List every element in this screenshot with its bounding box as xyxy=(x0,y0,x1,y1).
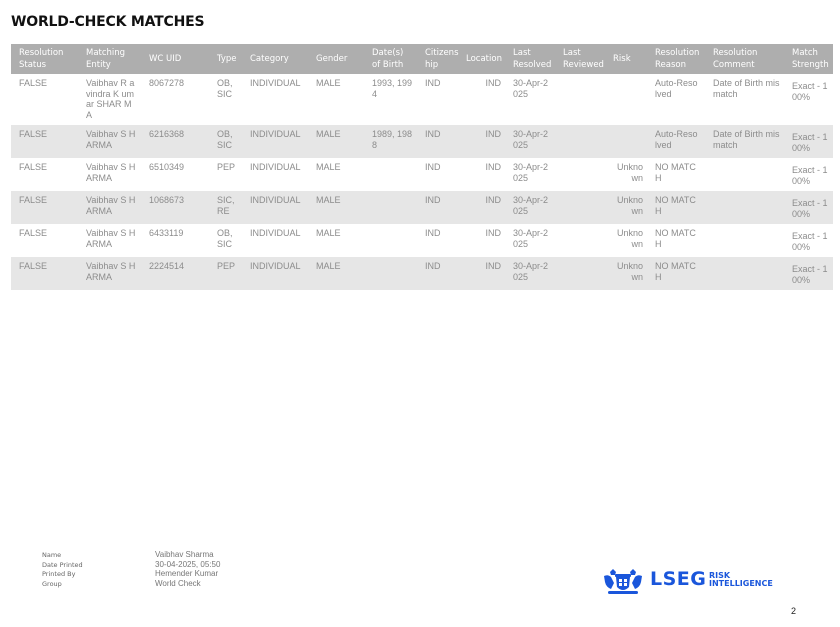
cell-wc-uid: 2224514 xyxy=(141,257,209,290)
cell-category: INDIVIDUAL xyxy=(242,257,308,290)
cell-resolution-reason: NO MATCH xyxy=(647,191,705,224)
header-location: Location xyxy=(458,44,505,74)
value-date-printed: 30-04-2025, 05:50 xyxy=(155,559,221,569)
cell-last-reviewed xyxy=(555,257,605,290)
cell-risk: Unknown xyxy=(605,257,647,290)
cell-citizenship: IND xyxy=(425,162,441,172)
cell-resolution-reason: NO MATCH xyxy=(647,257,705,290)
lseg-logo xyxy=(602,567,782,597)
cell-dates-of-birth xyxy=(364,158,417,191)
cell-category: INDIVIDUAL xyxy=(250,228,301,238)
cell-dates-of-birth xyxy=(364,191,417,224)
cell-match-strength: Exact - 100% xyxy=(784,125,833,158)
cell-match-strength: Exact - 100% xyxy=(792,165,828,186)
cell-resolution-status: FALSE xyxy=(19,162,48,172)
crest-icon xyxy=(602,567,644,597)
cell-citizenship: IND xyxy=(417,191,458,224)
cell-wc-uid: 6510349 xyxy=(149,162,185,172)
cell-dates-of-birth: 1993, 1994 xyxy=(372,78,413,99)
cell-citizenship: IND xyxy=(425,228,441,238)
cell-last-reviewed xyxy=(555,191,605,224)
table-header-row xyxy=(11,44,833,74)
cell-last-resolved: 30-Apr-2025 xyxy=(505,257,555,290)
cell-location: IND xyxy=(458,125,505,158)
cell-risk xyxy=(605,125,647,158)
cell-type: OB, SIC xyxy=(217,228,233,249)
cell-last-resolved: 30-Apr-2025 xyxy=(505,191,555,224)
label-date-printed: Date Printed xyxy=(42,560,83,569)
cell-resolution-reason: NO MATCH xyxy=(655,162,696,183)
cell-matching-entity: Vaibhav S HARMA xyxy=(78,125,141,158)
logo-brand-text: LSEG xyxy=(650,568,707,590)
table-row xyxy=(11,125,833,158)
header-resolution-reason: Resolution Reason xyxy=(647,44,705,74)
cell-match-strength: Exact - 100% xyxy=(784,257,833,290)
cell-resolution-status: FALSE xyxy=(19,78,48,88)
cell-risk: Unknown xyxy=(616,228,643,249)
cell-last-resolved: 30-Apr-2025 xyxy=(513,228,549,249)
label-printed-by: Printed By xyxy=(42,570,76,578)
header-last-reviewed: Last Reviewed xyxy=(555,44,605,74)
cell-resolution-status: FALSE xyxy=(11,257,78,290)
cell-resolution-comment: Date of Birth mismatch xyxy=(705,125,784,158)
header-resolution-status: Resolution Status xyxy=(11,44,78,74)
header-wc-uid: WC UID xyxy=(141,44,209,74)
cell-resolution-reason: Auto-Reso lved xyxy=(647,125,705,158)
cell-type: PEP xyxy=(209,257,242,290)
cell-resolution-status: FALSE xyxy=(19,228,48,238)
cell-wc-uid: 6216368 xyxy=(141,125,209,158)
value-name: Vaibhav Sharma xyxy=(155,550,214,559)
cell-location: IND xyxy=(458,257,505,290)
cell-type: PEP xyxy=(217,162,236,172)
cell-location: IND xyxy=(458,191,505,224)
cell-resolution-status: FALSE xyxy=(11,125,78,158)
header-dates-of-birth: Date(s) of Birth xyxy=(364,44,417,74)
cell-last-resolved: 30-Apr-2025 xyxy=(505,125,555,158)
logo-subtitle-line-2: INTELLIGENCE xyxy=(709,579,773,588)
header-gender: Gender xyxy=(308,44,364,74)
value-printed-by: Hemender Kumar xyxy=(155,569,219,578)
logo-subtitle xyxy=(709,572,773,588)
cell-location: IND xyxy=(485,162,501,172)
cell-gender: MALE xyxy=(316,228,341,238)
cell-category: INDIVIDUAL xyxy=(242,125,308,158)
cell-matching-entity: Vaibhav S HARMA xyxy=(86,162,136,183)
cell-match-strength: Exact - 100% xyxy=(792,231,828,252)
cell-matching-entity: Vaibhav R avindra K umar SHAR MA xyxy=(86,78,135,120)
cell-matching-entity: Vaibhav S HARMA xyxy=(78,191,141,224)
cell-wc-uid: 8067278 xyxy=(149,78,185,88)
header-last-resolved: Last Resolved xyxy=(505,44,555,74)
cell-resolution-reason: Auto-Reso lved xyxy=(655,78,698,99)
header-resolution-comment: Resolution Comment xyxy=(705,44,784,74)
cell-matching-entity: Vaibhav S HARMA xyxy=(78,257,141,290)
cell-wc-uid: 1068673 xyxy=(141,191,209,224)
cell-dates-of-birth xyxy=(364,257,417,290)
world-check-matches-table xyxy=(11,44,833,290)
cell-resolution-reason: NO MATCH xyxy=(655,228,696,249)
cell-citizenship: IND xyxy=(417,257,458,290)
cell-last-resolved: 30-Apr-2025 xyxy=(513,162,549,183)
page-number: 2 xyxy=(790,606,796,616)
cell-category: INDIVIDUAL xyxy=(250,162,301,172)
cell-risk xyxy=(605,74,647,125)
cell-gender: MALE xyxy=(308,191,364,224)
cell-match-strength: Exact - 100% xyxy=(784,191,833,224)
cell-citizenship: IND xyxy=(417,125,458,158)
cell-resolution-comment xyxy=(705,257,784,290)
cell-last-reviewed xyxy=(555,158,605,191)
cell-dates-of-birth xyxy=(364,224,417,257)
table-row xyxy=(11,158,833,191)
cell-matching-entity: Vaibhav S HARMA xyxy=(86,228,136,249)
page-title: WORLD-CHECK MATCHES xyxy=(11,14,205,30)
cell-wc-uid: 6433119 xyxy=(149,228,184,238)
cell-match-strength: Exact - 100% xyxy=(792,81,828,102)
cell-resolution-status: FALSE xyxy=(11,191,78,224)
cell-last-reviewed xyxy=(555,125,605,158)
label-group: Group xyxy=(42,579,62,588)
cell-risk: Unknown xyxy=(616,162,643,183)
cell-type: OB, SIC xyxy=(217,78,233,99)
cell-type: OB, SIC xyxy=(209,125,242,158)
table-row xyxy=(11,224,833,257)
table-row xyxy=(11,74,833,125)
cell-gender: MALE xyxy=(308,257,364,290)
header-match-strength: Match Strength xyxy=(784,44,833,74)
header-citizenship: Citizens hip xyxy=(417,44,458,74)
cell-category: INDIVIDUAL xyxy=(250,78,301,88)
cell-category: INDIVIDUAL xyxy=(242,191,308,224)
label-name: Name xyxy=(42,551,62,559)
cell-type: SIC, RE xyxy=(209,191,242,224)
cell-last-resolved: 30-Apr-2025 xyxy=(513,78,549,99)
header-type: Type xyxy=(209,44,242,74)
cell-gender: MALE xyxy=(316,78,341,88)
cell-gender: MALE xyxy=(316,162,341,172)
logo-subtitle-line-1: RISK xyxy=(709,571,731,580)
table-row xyxy=(11,191,833,224)
cell-resolution-comment: Date of Birth mismatch xyxy=(713,78,780,99)
cell-last-reviewed xyxy=(555,74,605,125)
header-risk: Risk xyxy=(605,44,647,74)
cell-last-reviewed xyxy=(555,224,605,257)
value-group: World Check xyxy=(155,578,201,588)
cell-location: IND xyxy=(485,228,501,238)
cell-dates-of-birth: 1989, 1988 xyxy=(364,125,417,158)
cell-risk: Unknown xyxy=(605,191,647,224)
cell-location: IND xyxy=(485,78,501,88)
cell-resolution-comment xyxy=(705,158,784,191)
table-row xyxy=(11,257,833,290)
cell-resolution-comment xyxy=(705,224,784,257)
header-matching-entity: Matching Entity xyxy=(78,44,141,74)
header-category: Category xyxy=(242,44,308,74)
cell-resolution-comment xyxy=(705,191,784,224)
cell-gender: MALE xyxy=(308,125,364,158)
cell-citizenship: IND xyxy=(425,78,441,88)
